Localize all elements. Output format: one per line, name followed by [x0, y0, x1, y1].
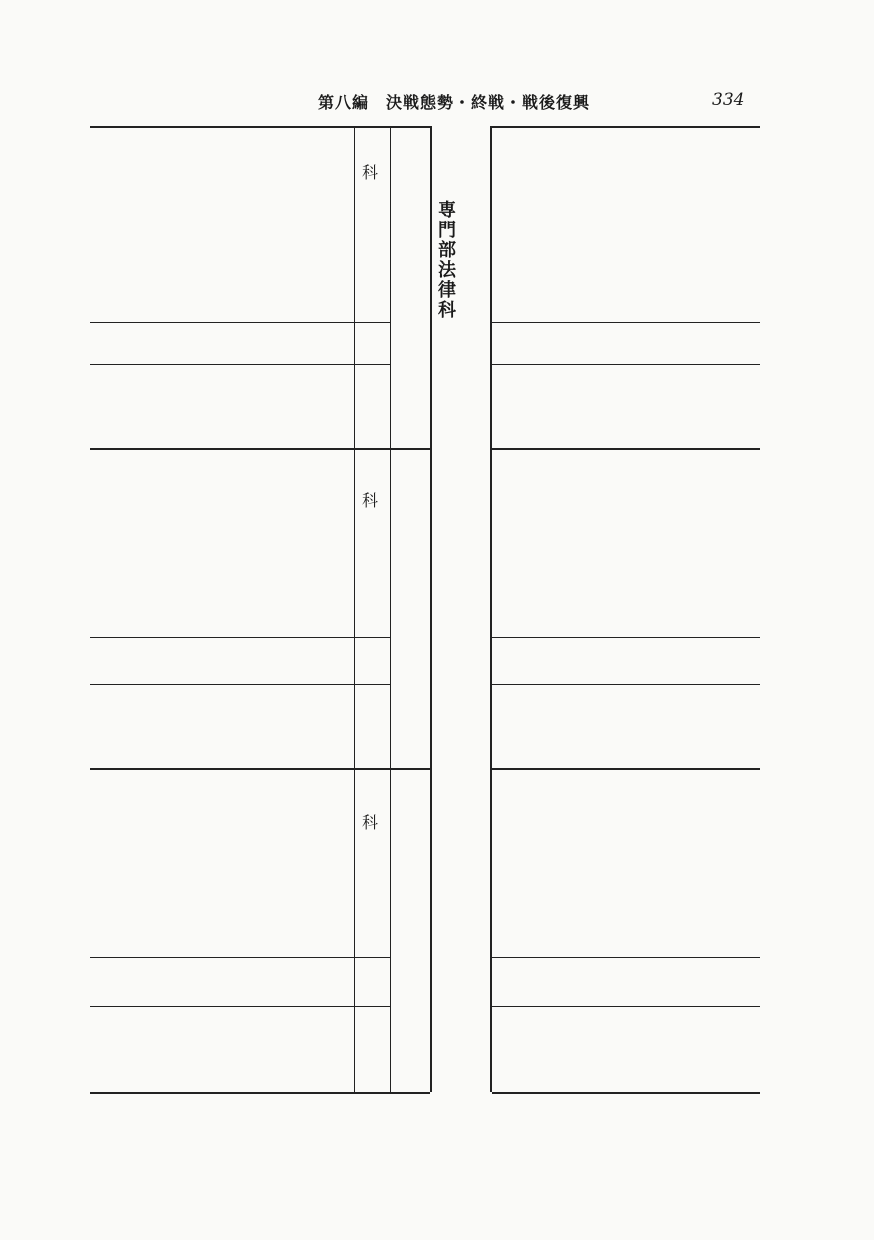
- teacher-rule: [90, 364, 390, 365]
- hours-rule-right: [492, 637, 760, 638]
- teacher-rule-right: [492, 684, 760, 685]
- top-rule-right: [492, 126, 760, 128]
- row-rule: [90, 1092, 430, 1094]
- hours-rule-right: [492, 322, 760, 323]
- row-rule-right: [492, 768, 760, 770]
- row-rule-right: [492, 448, 760, 450]
- hours-rule: [90, 957, 390, 958]
- subject-label-top: 科: [362, 491, 379, 510]
- row-rule: [90, 448, 430, 450]
- page-number: 334: [712, 90, 745, 110]
- running-title: 第八編 決戦態勢・終戦・戦後復興: [318, 93, 591, 112]
- teacher-rule: [90, 1006, 390, 1007]
- teacher-rule: [90, 684, 390, 685]
- right-frame: [490, 126, 492, 1092]
- subject-label-top: 科: [362, 813, 379, 832]
- top-rule: [90, 126, 430, 128]
- subject-label-top: 科: [362, 163, 379, 182]
- department-title: 専門部法律科: [435, 200, 456, 320]
- hours-rule-right: [492, 957, 760, 958]
- row-rule-right: [492, 1092, 760, 1094]
- hours-rule: [90, 637, 390, 638]
- page-header: [0, 86, 874, 116]
- left-frame: [430, 126, 432, 1092]
- hours-rule: [90, 322, 390, 323]
- label-col-rule: [354, 126, 355, 1092]
- teacher-rule-right: [492, 364, 760, 365]
- year-col-rule: [390, 126, 391, 1092]
- row-rule: [90, 768, 430, 770]
- teacher-rule-right: [492, 1006, 760, 1007]
